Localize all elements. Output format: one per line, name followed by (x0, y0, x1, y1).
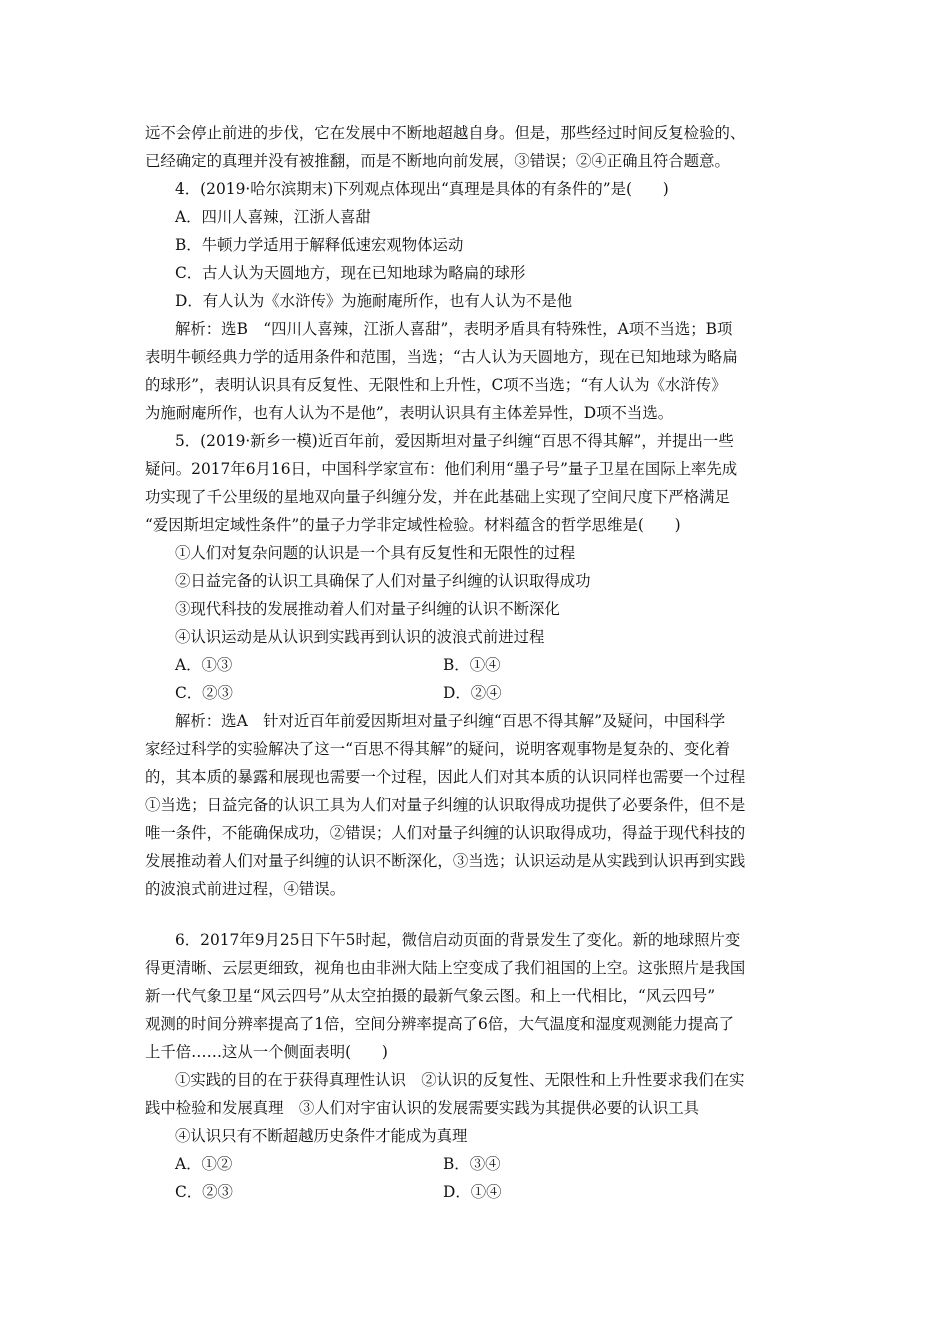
question-stem: 观测的时间分辨率提高了1倍，空间分辨率提高了6倍，大气温度和湿度观测能力提高了 (145, 1015, 735, 1033)
question-stem: 上千倍……这从一个侧面表明( ) (145, 1043, 388, 1061)
statement-item: ④认识只有不断超越历史条件才能成为真理 (175, 1127, 468, 1145)
text-line: 已经确定的真理并没有被推翻，而是不断地向前发展，③错误；②④正确且符合题意。 (145, 152, 730, 170)
question-stem: 得更清晰、云层更细致，视角也由非洲大陆上空变成了我们祖国的上空。这张照片是我国 (145, 959, 746, 977)
question-stem: 4．(2019·哈尔滨期末)下列观点体现出“真理是具体的有条件的”是( ) (175, 180, 669, 198)
option-d: D．②④ (443, 684, 502, 702)
question-stem: 疑问。2017年6月16日，中国科学家宣布：他们利用“墨子号”量子卫星在国际上率先成 (145, 460, 738, 478)
text-line: 远不会停止前进的步伐，它在发展中不断地超越自身。但是，那些经过时间反复检验的、 (145, 124, 746, 142)
option-a: A．①③ (175, 656, 233, 674)
analysis-line: ①当选；日益完备的认识工具为人们对量子纠缠的认识取得成功提供了必要条件，但不是 (145, 796, 746, 814)
question-stem: 新一代气象卫星“风云四号”从太空拍摄的最新气象云图。和上一代相比，“风云四号” (145, 987, 716, 1005)
option-c: C．②③ (175, 684, 233, 702)
option-a: A．四川人喜辣，江浙人喜甜 (175, 208, 371, 226)
question-stem: 功实现了千公里级的星地双向量子纠缠分发，并在此基础上实现了空间尺度下严格满足 (145, 488, 730, 506)
option-c: C．古人认为天圆地方，现在已知地球为略扁的球形 (175, 264, 526, 282)
question-stem: “爱因斯坦定域性条件”的量子力学非定域性检验。材料蕴含的哲学思维是( ) (145, 516, 681, 534)
analysis-line: 表明牛顿经典力学的适用条件和范围，当选；“古人认为天圆地方，现在已知地球为略扁 (145, 348, 738, 366)
analysis-line: 为施耐庵所作，也有人认为不是他”，表明认识具有主体差异性，D项不当选。 (145, 404, 674, 422)
statement-item: ①人们对复杂问题的认识是一个具有反复性和无限性的过程 (175, 544, 576, 562)
statement-item: ④认识运动是从认识到实践再到认识的波浪式前进过程 (175, 628, 545, 646)
analysis-line: 解析：选B “四川人喜辣，江浙人喜甜”，表明矛盾具有特殊性，A项不当选；B项 (175, 320, 733, 338)
analysis-line: 的，其本质的暴露和展现也需要一个过程，因此人们对其本质的认识同样也需要一个过程 (145, 768, 746, 786)
statement-item: ①实践的目的在于获得真理性认识 ②认识的反复性、无限性和上升性要求我们在实 (175, 1071, 745, 1089)
option-b: B．①④ (443, 656, 501, 674)
analysis-line: 家经过科学的实验解决了这一“百思不得其解”的疑问，说明客观事物是复杂的、变化着 (145, 740, 731, 758)
analysis-line: 的波浪式前进过程，④错误。 (145, 880, 346, 898)
statement-item: ③现代科技的发展推动着人们对量子纠缠的认识不断深化 (175, 600, 560, 618)
question-stem: 6．2017年9月25日下午5时起，微信启动页面的背景发生了变化。新的地球照片变 (175, 931, 741, 949)
option-b: B．牛顿力学适用于解释低速宏观物体运动 (175, 236, 464, 254)
option-b: B．③④ (443, 1155, 501, 1173)
statement-item: ②日益完备的认识工具确保了人们对量子纠缠的认识取得成功 (175, 572, 591, 590)
analysis-line: 的球形”，表明认识具有反复性、无限性和上升性，C项不当选；“有人认为《水浒传》 (145, 376, 727, 394)
option-d: D．①④ (443, 1183, 502, 1201)
statement-item: 践中检验和发展真理 ③人们对宇宙认识的发展需要实践为其提供必要的认识工具 (145, 1099, 700, 1117)
option-a: A．①② (175, 1155, 233, 1173)
question-stem: 5．(2019·新乡一模)近百年前，爱因斯坦对量子纠缠“百思不得其解”，并提出一些 (175, 432, 734, 450)
analysis-line: 解析：选A 针对近百年前爱因斯坦对量子纠缠“百思不得其解”及疑问，中国科学 (175, 712, 726, 730)
analysis-line: 唯一条件，不能确保成功，②错误；人们对量子纠缠的认识取得成功，得益于现代科技的 (145, 824, 746, 842)
option-d: D．有人认为《水浒传》为施耐庵所作，也有人认为不是他 (175, 292, 573, 310)
document-page (145, 0, 807, 1344)
analysis-line: 发展推动着人们对量子纠缠的认识不断深化，③当选；认识运动是从实践到认识再到实践 (145, 852, 746, 870)
option-c: C．②③ (175, 1183, 233, 1201)
